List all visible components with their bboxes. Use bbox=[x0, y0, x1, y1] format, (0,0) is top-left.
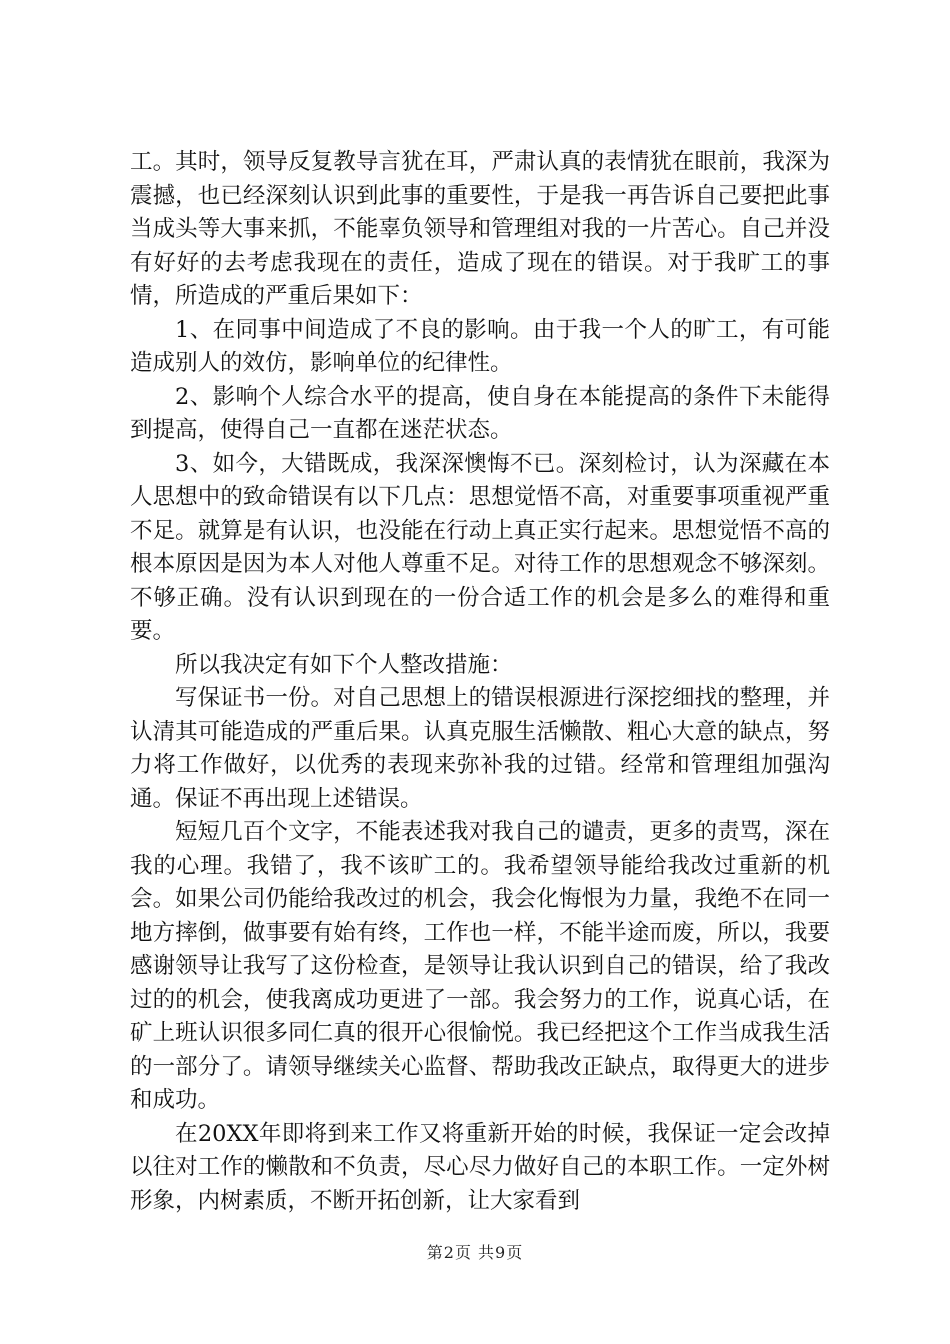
page-footer: 第2页 共9页 bbox=[426, 1243, 524, 1262]
paragraph-commitment: 在20XX年即将到来工作又将重新开始的时候，我保证一定会改掉以往对工作的懒散和不负责，尽心尽力做好自己的本职工作。一定外树形象，内树素质，不断开拓创新，让大家看到 bbox=[130, 1120, 830, 1214]
paragraph-reflection: 短短几百个文字，不能表述我对我自己的谴责，更多的责骂，深在我的心理。我错了，我不该旷工的。我希望领导能给我改过重新的机会。如果公司仍能给我改过的机会，我会化悔恨为力量，我绝不在同一地方摔倒，做事要有始有终，工作也一样，不能半途而废，所以，我要感谢领导让我写了这份检查，是领导让我认识到自己的错误，给了我改过的的机会，使我离成功更进了一部。我会努力的工作，说真心话，在矿上班认识很多同仁真的很开心很愉悦。我已经把这个工作当成我生活的一部分了。请领导继续关心监督、帮助我改正缺点，取得更大的进步和成功。 bbox=[130, 819, 830, 1113]
paragraph-consequence-1: 1、在同事中间造成了不良的影响。由于我一个人的旷工，有可能造成别人的效仿，影响单位的纪律性。 bbox=[130, 316, 830, 376]
paragraph-consequence-3: 3、如今，大错既成，我深深懊悔不已。深刻检讨，认为深藏在本人思想中的致命错误有以下几点：思想觉悟不高，对重要事项重视严重不足。就算是有认识，也没能在行动上真正实行起来。思想觉悟不高的根本原因是因为本人对他人尊重不足。对待工作的思想观念不够深刻。不够正确。没有认识到现在的一份合适工作的机会是多么的难得和重要。 bbox=[130, 450, 830, 644]
document-body bbox=[130, 146, 830, 1218]
paragraph-guarantee: 写保证书一份。对自己思想上的错误根源进行深挖细找的整理，并认清其可能造成的严重后果。认真克服生活懒散、粗心大意的缺点，努力将工作做好，以优秀的表现来弥补我的过错。经常和管理组加强沟通。保证不再出现上述错误。 bbox=[130, 685, 830, 812]
paragraph-consequence-2: 2、影响个人综合水平的提高，使自身在本能提高的条件下未能得到提高，使得自己一直都在迷茫状态。 bbox=[130, 383, 830, 443]
paragraph-measures-intro: 所以我决定有如下个人整改措施： bbox=[175, 651, 513, 678]
paragraph-continuation: 工。其时，领导反复教导言犹在耳，严肃认真的表情犹在眼前，我深为震撼，也已经深刻认识到此事的重要性，于是我一再告诉自己要把此事当成头等大事来抓，不能辜负领导和管理组对我的一片苦心。自己并没有好好的去考虑我现在的责任，造成了现在的错误。对于我旷工的事情，所造成的严重后果如下： bbox=[130, 149, 830, 309]
